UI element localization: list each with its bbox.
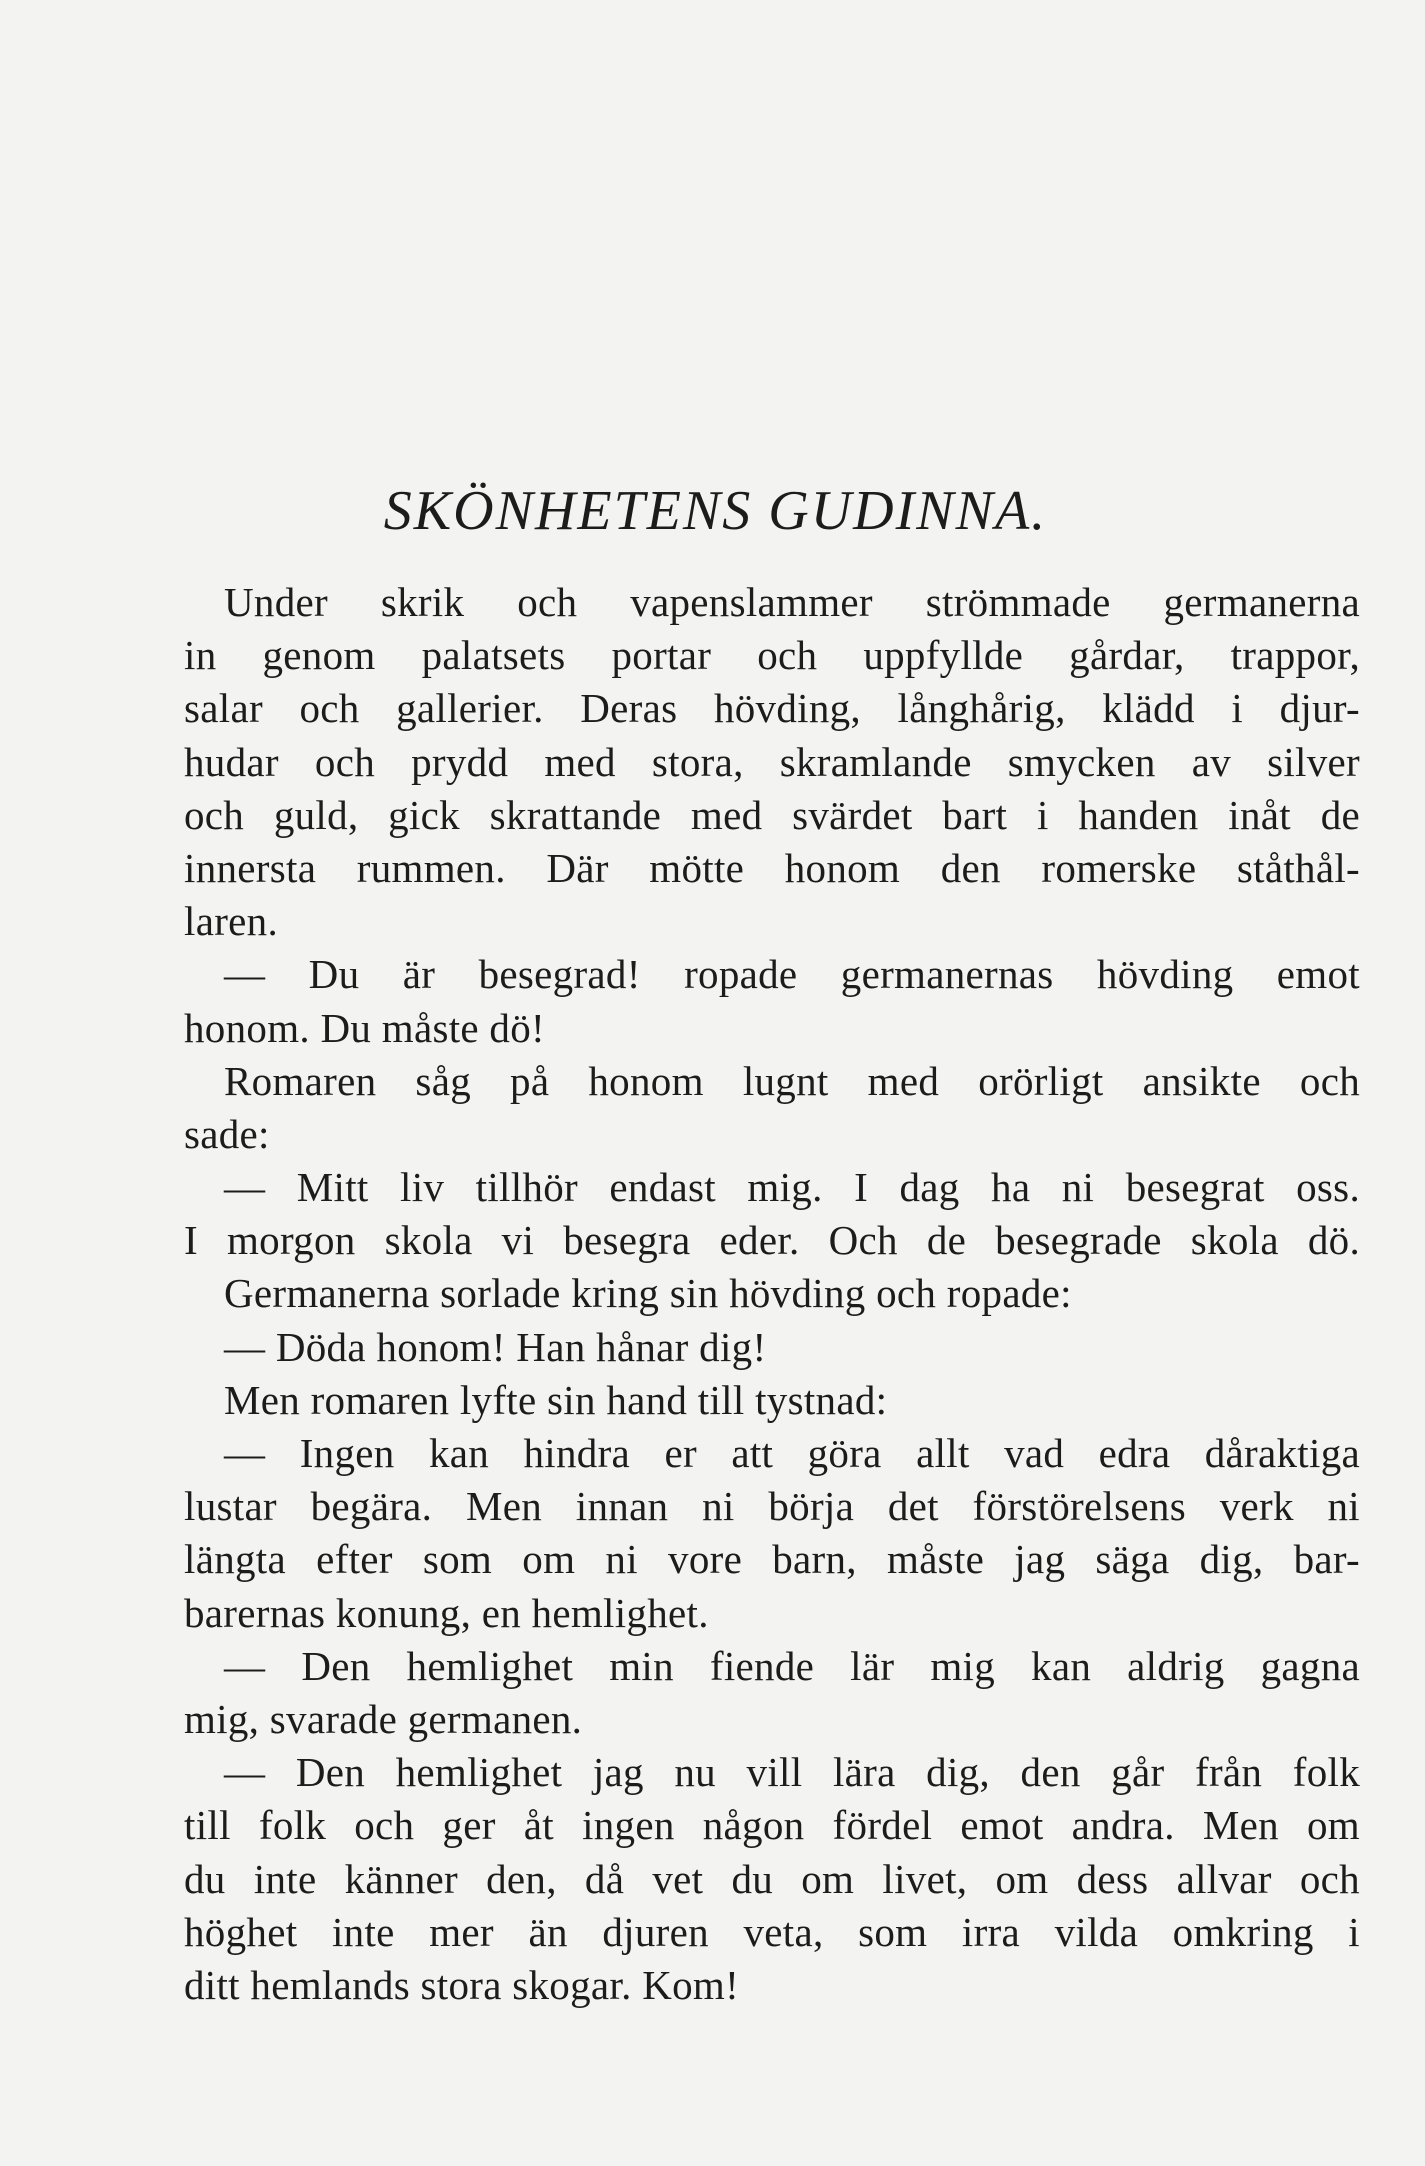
text-line: Under skrik och vapenslammer strömmade germanerna [224,579,1360,625]
text-line: och guld, gick skrattande med svärdet bart i handen inåt de [184,791,1360,838]
text-line: salar och gallerier. Deras hövding, långhårig, klädd i djur- [184,685,1360,732]
text-line: — Du är besegrad! ropade germanernas hövding emot [224,951,1360,998]
chapter-title: SKÖNHETENS GUDINNA. [383,480,1048,542]
text-line: in genom palatsets portar och uppfyllde gårdar, trappor, [184,632,1360,679]
text-line: Germanerna sorlade kring sin hövding och ropade: [224,1270,1072,1317]
text-line: Men romaren lyfte sin hand till tystnad: [224,1376,888,1423]
text-line: barernas konung, en hemlighet. [184,1589,709,1636]
text-line: — Döda honom! Han hånar dig! [224,1323,767,1370]
text-line: mig, svarade germanen. [184,1695,583,1742]
text-line: honom. Du måste dö! [184,1004,545,1051]
text-line: I morgon skola vi besegra eder. Och de besegrade skola dö. [184,1217,1360,1264]
text-line: sade: [184,1110,270,1157]
text-line: innersta rummen. Där mötte honom den romerske ståthål- [184,844,1360,891]
text-line: ditt hemlands stora skogar. Kom! [184,1961,740,2008]
text-line: lustar begära. Men innan ni börja det förstörelsens verk ni [184,1483,1360,1530]
text-line: du inte känner den, då vet du om livet, om dess allvar och [184,1855,1360,1902]
body-text [184,576,1360,2012]
text-line: laren. [184,898,278,945]
text-line: hudar och prydd med stora, skramlande smycken av silver [184,738,1360,785]
text-line: — Den hemlighet min fiende lär mig kan aldrig gagna [224,1642,1360,1689]
text-line: — Ingen kan hindra er att göra allt vad edra dåraktiga [224,1430,1360,1476]
text-line: till folk och ger åt ingen någon fördel emot andra. Men om [184,1802,1360,1849]
text-line: — Den hemlighet jag nu vill lära dig, den går från folk [224,1749,1360,1796]
text-line: höghet inte mer än djuren veta, som irra vilda omkring i [184,1908,1360,1955]
text-line: — Mitt liv tillhör endast mig. I dag ha ni besegrat oss. [224,1164,1360,1211]
text-line: längta efter som om ni vore barn, måste jag säga dig, bar- [184,1536,1360,1583]
text-line: Romaren såg på honom lugnt med orörligt ansikte och [224,1057,1360,1104]
